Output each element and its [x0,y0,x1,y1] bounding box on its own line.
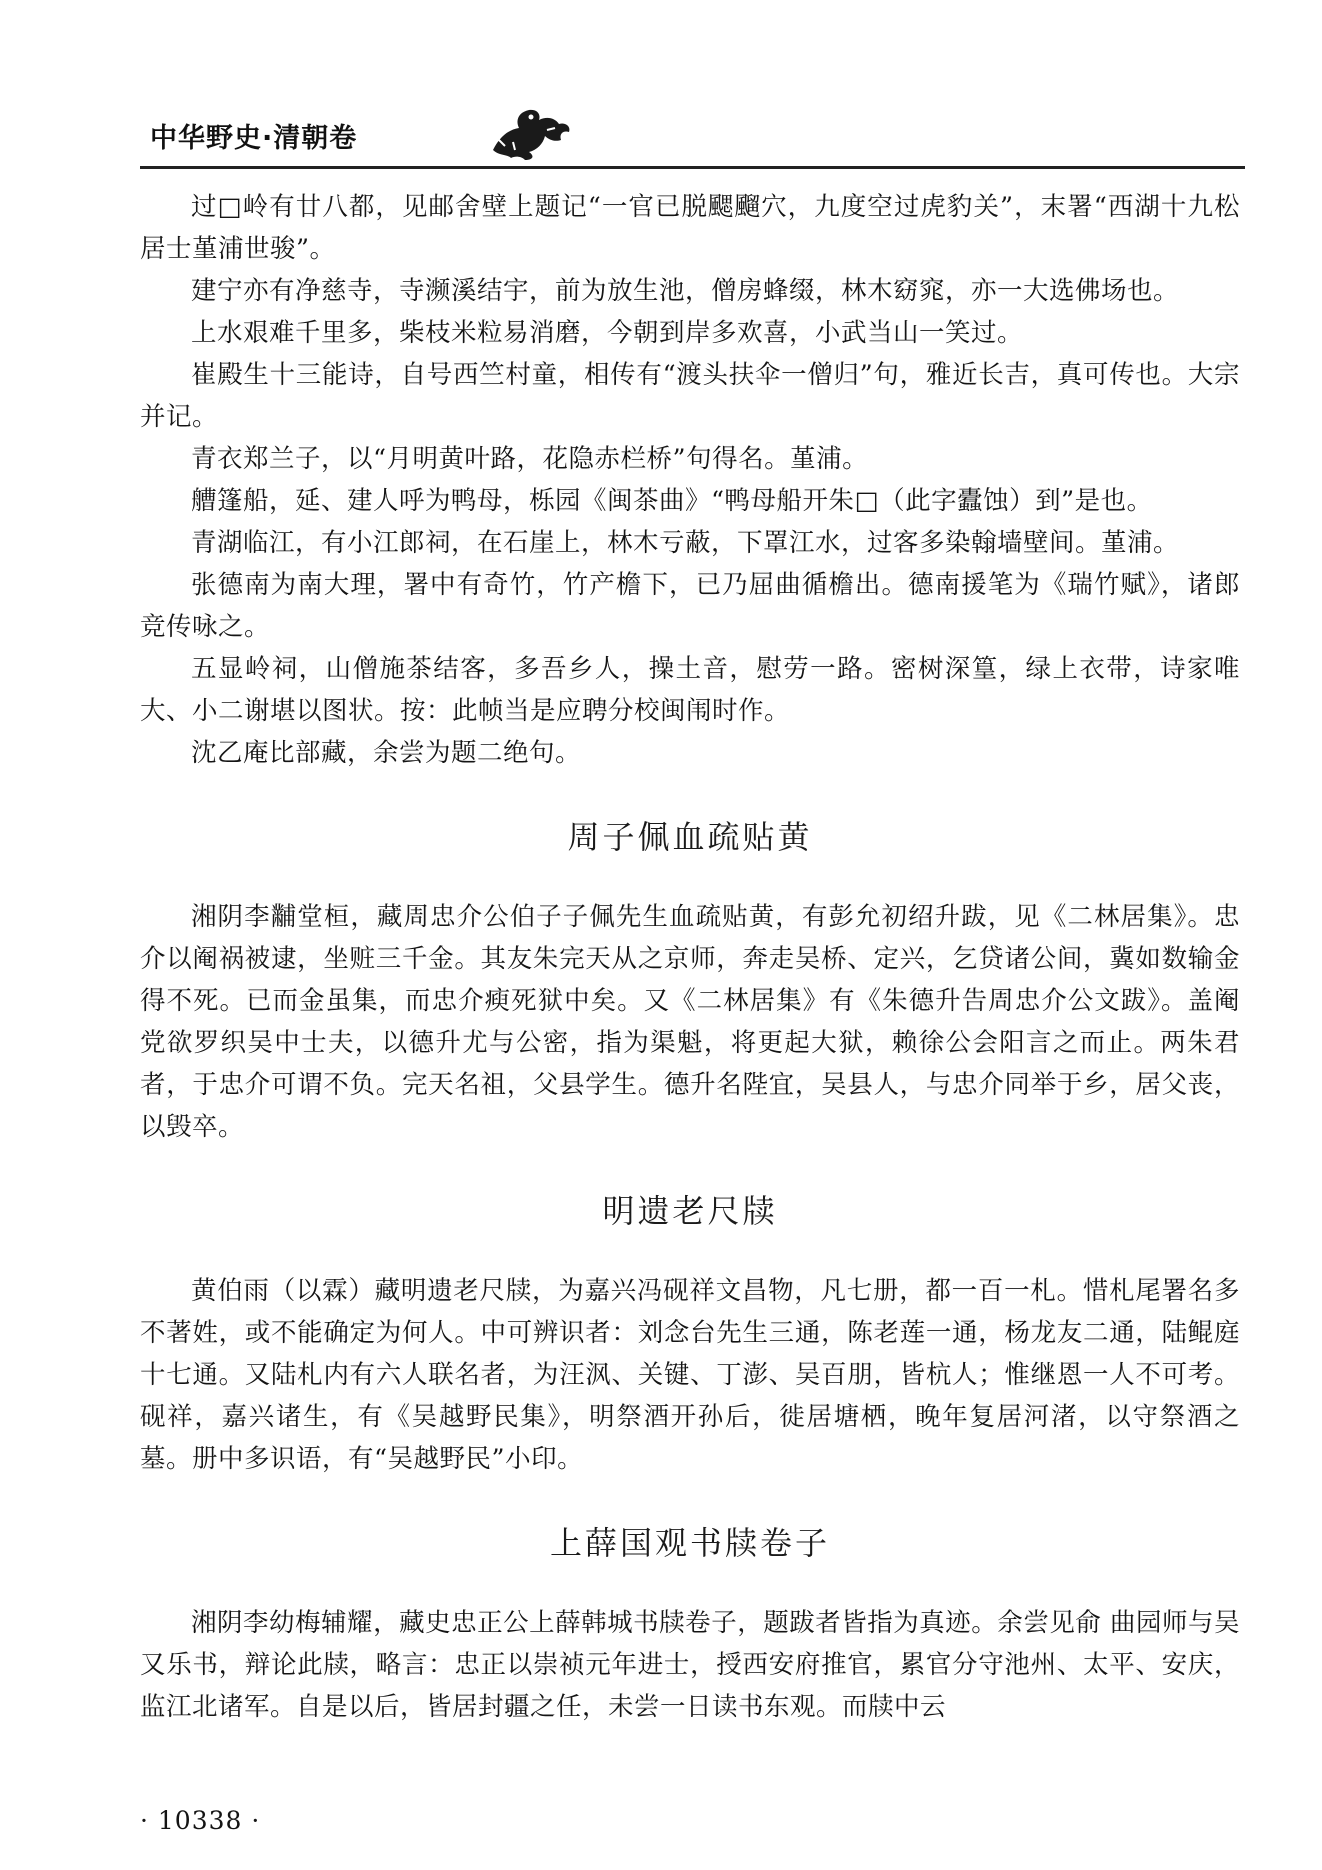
running-header [140,100,1240,170]
paragraph: 五显岭祠，山僧施茶结客，多吾乡人，操土音，慰劳一路。密树深篁，绿上衣带，诗家唯大、小二谢堪以图状。按：此帧当是应聘分校闽闱时作。 [140,654,1240,726]
paragraph: 青衣郑兰子，以“月明黄叶路，花隐赤栏桥”句得名。堇浦。 [191,444,869,474]
paragraph: 建宁亦有净慈寺，寺濒溪结宇，前为放生池，僧房蜂缀，林木窈窕，亦一大选佛场也。 [191,276,1180,306]
paragraph: 崔殿生十三能诗，自号西竺村童，相传有“渡头扶伞一僧归”句，雅近长吉，真可传也。大宗并记。 [140,360,1240,432]
paragraph: 湘阴李幼梅辅耀，藏史忠正公上薛韩城书牍卷子，题跋者皆指为真迹。余尝见俞 曲园师与吴又乐书，辩论此牍，略言：忠正以崇祯元年进士，授西安府推官，累官分守池州、太平、安庆，监江北诸军。自是以后，皆居封疆之任，未尝一日读书东观。而牍中云 [140,1608,1240,1722]
dragon-emblem-icon [485,100,575,162]
page-number: · 10338 · [140,1806,261,1835]
book-title: 中华野史·清朝卷 [150,123,358,154]
section-heading: 周子佩血疏贴黄 [567,818,813,856]
section-heading: 明遗老尺牍 [602,1192,778,1230]
paragraph: 沈乙庵比部藏，余尝为题二绝句。 [191,738,582,768]
paragraph: 青湖临江，有小江郎祠，在石崖上，林木亏蔽，下罩江水，过客多染翰墙壁间。堇浦。 [191,528,1180,558]
paragraph: 湘阴李黼堂桓，藏周忠介公伯子子佩先生血疏贴黄，有彭允初绍升跋，见《二林居集》。忠介以阉祸被逮，坐赃三千金。其友朱完天从之京师，奔走吴桥、定兴，乞贷诸公间，冀如数输金得不死。已而金虽集，而忠介瘐死狱中矣。又《二林居集》有《朱德升告周忠介公文跋》。盖阉党欲罗织吴中士夫，以德升尤与公密，指为渠魁，将更起大狱，赖徐公会阳言之而止。两朱君者，于忠介可谓不负。完天名祖，父县学生。德升名陛宜，吴县人，与忠介同举于乡，居父丧，以毁卒。 [140,902,1240,1142]
section-heading: 上薛国观书牍卷子 [549,1524,830,1562]
paragraph: 艚篷船，延、建人呼为鸭母，栎园《闽茶曲》“鸭母船开朱□（此字蠹蚀）到”是也。 [191,486,1153,516]
paragraph: 过□岭有廿八都，见邮舍壁上题记“一官已脱颸飀穴，九度空过虎豹关”，末署“西湖十九松居士堇浦世骏”。 [140,192,1240,264]
paragraph: 张德南为南大理，署中有奇竹，竹产檐下，已乃屈曲循檐出。德南援笔为《瑞竹赋》，诸郎竞传咏之。 [140,570,1240,642]
paragraph: 黄伯雨（以霖）藏明遗老尺牍，为嘉兴冯砚祥文昌物，凡七册，都一百一札。惜札尾署名多不著姓，或不能确定为何人。中可辨识者：刘念台先生三通，陈老莲一通，杨龙友二通，陆鲲庭十七通。又陆札内有六人联名者，为汪沨、关键、丁澎、吴百朋，皆杭人；惟继恩一人不可考。砚祥，嘉兴诸生，有《吴越野民集》，明祭酒开孙后，徙居塘栖，晚年复居河渚，以守祭酒之墓。册中多识语，有“吴越野民”小印。 [140,1276,1240,1474]
paragraph: 上水艰难千里多，柴枝米粒易消磨，今朝到岸多欢喜，小武当山一笑过。 [191,318,1024,348]
main-text [140,186,1240,1728]
header-rule [140,166,1245,169]
